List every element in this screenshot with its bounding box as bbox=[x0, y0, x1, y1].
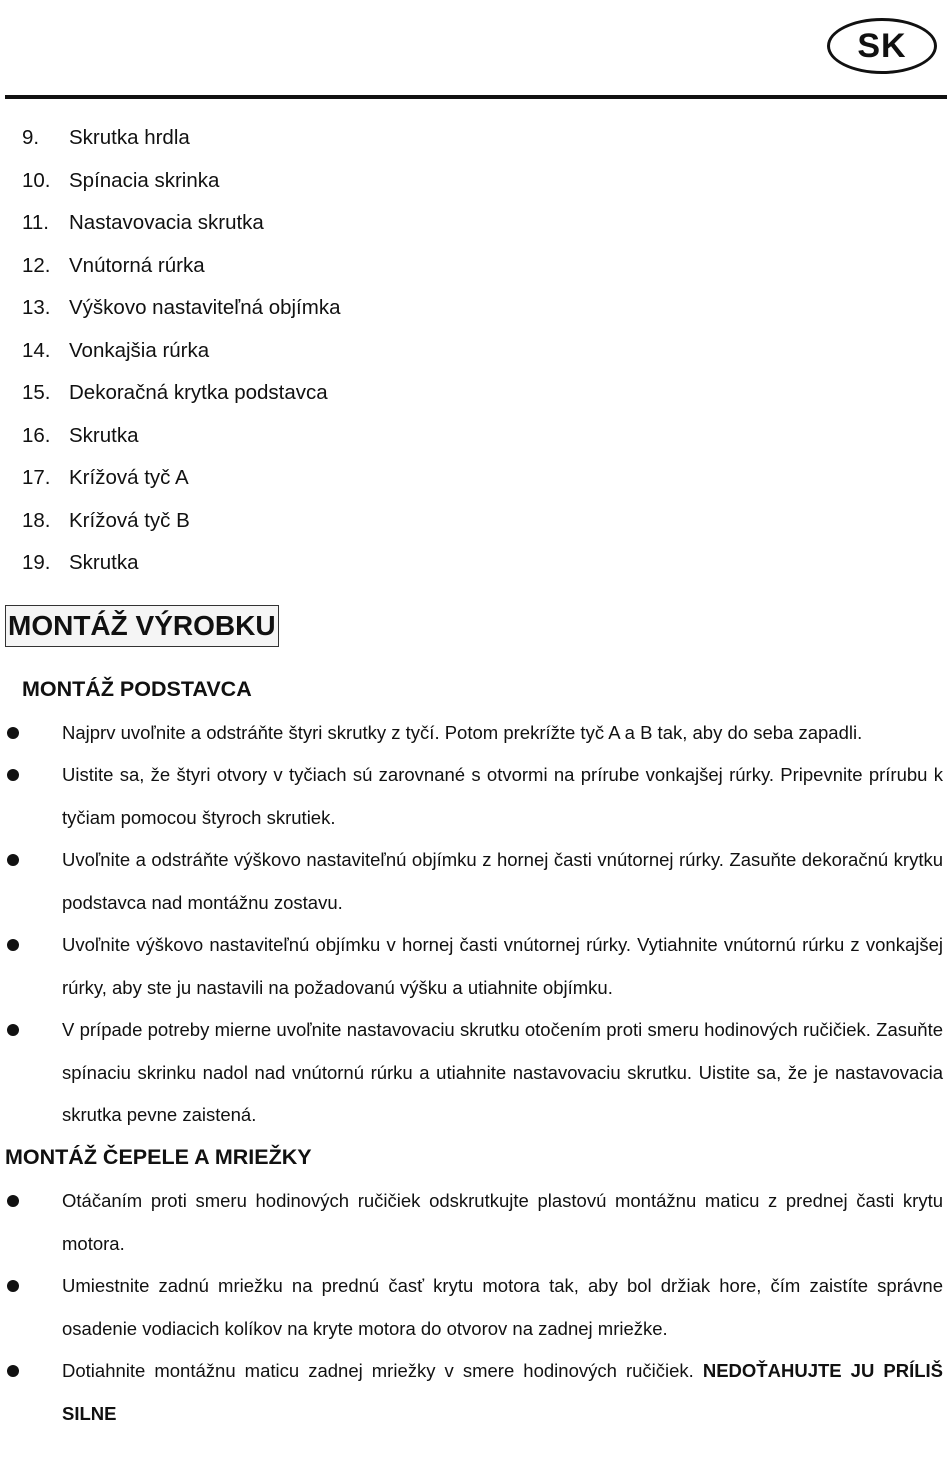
bullet-icon bbox=[7, 1365, 19, 1377]
item-number: 15. bbox=[22, 381, 51, 404]
item-number: 16. bbox=[22, 423, 51, 447]
item-number: 10. bbox=[22, 168, 51, 192]
item-number: 9. bbox=[22, 126, 40, 149]
bullet-icon bbox=[7, 1195, 19, 1207]
step-text: Umiestnite zadnú mriežku na prednú časť krytu motora tak, aby bol držiak hore, čím zaistíte správne osadenie vodiacich kolíkov na kryte motora do otvorov na zadnej mriežke. bbox=[62, 1275, 943, 1339]
item-label: Krížová tyč B bbox=[69, 508, 190, 532]
warning-text: NEDOŤAHUJTE JU PRÍLIŠ SILNE bbox=[62, 1360, 943, 1424]
section-title: MONTÁŽ VÝROBKU bbox=[5, 605, 279, 647]
item-number: 11. bbox=[22, 211, 49, 234]
item-number: 12. bbox=[22, 253, 51, 277]
item-label: Vonkajšia rúrka bbox=[69, 338, 210, 362]
step-text: Otáčaním proti smeru hodinových ručičiek odskrutkujte plastovú montážnu maticu z prednej časti krytu motora. bbox=[62, 1190, 943, 1254]
item-label: Skrutka bbox=[69, 551, 139, 574]
item-label: Dekoračná krytka podstavca bbox=[69, 381, 328, 404]
header-divider bbox=[5, 95, 947, 99]
language-badge: SK bbox=[827, 18, 937, 74]
bullet-icon bbox=[7, 1024, 19, 1036]
step-text: Uvoľnite a odstráňte výškovo nastaviteľnú objímku z hornej časti vnútornej rúrky. Zasuňte dekoračnú krytku podstavca nad montážnu zostavu. bbox=[62, 849, 943, 913]
base-assembly-title: MONTÁŽ PODSTAVCA bbox=[22, 677, 252, 701]
bullet-icon bbox=[7, 727, 19, 739]
bullet-icon bbox=[7, 1280, 19, 1292]
item-number: 17. bbox=[22, 466, 51, 489]
step-text: Uistite sa, že štyri otvory v tyčiach sú zarovnané s otvormi na prírube vonkajšej rúrky. Pripevnite prírubu k tyčiam pomocou štyroch skrutiek. bbox=[62, 764, 943, 828]
bullet-icon bbox=[7, 939, 19, 951]
step-text-main: Dotiahnite montážnu maticu zadnej mriežky v smere hodinových ručičiek. bbox=[62, 1360, 703, 1381]
item-label: Nastavovacia skrutka bbox=[69, 211, 264, 234]
item-label: Vnútorná rúrka bbox=[69, 253, 205, 277]
item-number: 13. bbox=[22, 296, 51, 319]
item-label: Výškovo nastaviteľná objímka bbox=[69, 296, 341, 319]
item-number: 14. bbox=[22, 338, 51, 362]
item-label: Skrutka hrdla bbox=[69, 126, 190, 149]
item-label: Skrutka bbox=[69, 423, 139, 447]
blade-assembly-title: MONTÁŽ ČEPELE A MRIEŽKY bbox=[5, 1145, 312, 1169]
step-text bbox=[62, 1350, 943, 1435]
item-number: 18. bbox=[22, 508, 51, 532]
bullet-icon bbox=[7, 854, 19, 866]
step-text: Najprv uvoľnite a odstráňte štyri skrutky z tyčí. Potom prekrížte tyč A a B tak, aby do seba zapadli. bbox=[62, 722, 863, 743]
item-label: Spínacia skrinka bbox=[69, 168, 220, 192]
bullet-icon bbox=[7, 769, 19, 781]
step-text: V prípade potreby mierne uvoľnite nastavovaciu skrutku otočením proti smeru hodinových ručičiek. Zasuňte spínaciu skrinku nadol nad vnútornú rúrku a utiahnite nastavovaciu skrutku. Uistite sa, že je nastavovacia skrutka pevne zaistená. bbox=[62, 1019, 943, 1125]
item-label: Krížová tyč A bbox=[69, 466, 189, 489]
step-text: Uvoľnite výškovo nastaviteľnú objímku v hornej časti vnútornej rúrky. Vytiahnite vnútornú rúrku z vonkajšej rúrky, aby ste ju nastavili na požadovanú výšku a utiahnite objímku. bbox=[62, 934, 943, 998]
item-number: 19. bbox=[22, 551, 51, 574]
